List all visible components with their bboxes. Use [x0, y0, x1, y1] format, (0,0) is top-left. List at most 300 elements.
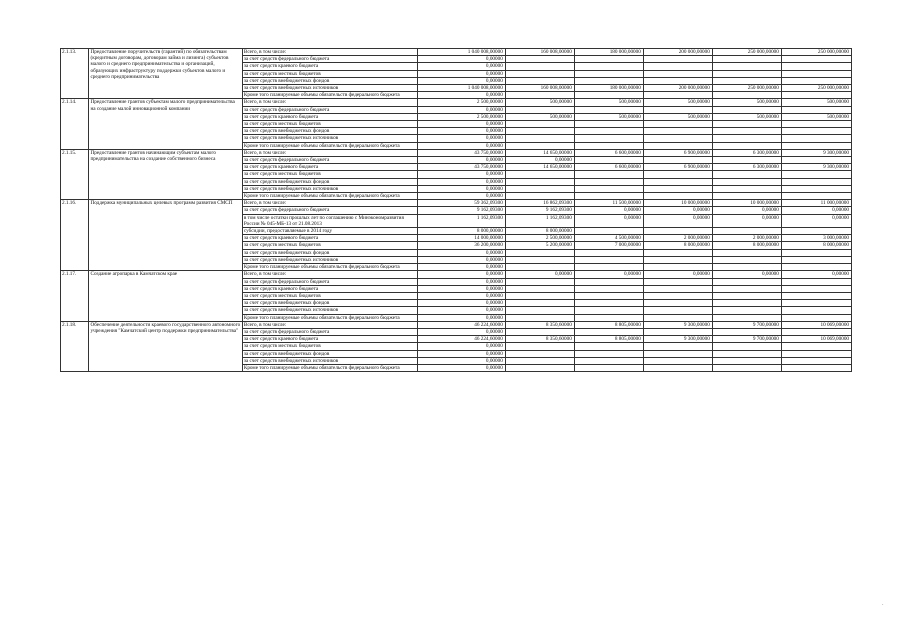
item-number: 2.1.13.: [61, 49, 89, 99]
measure-name: Предоставление грантов субъектам малого предпринимательства на создание малой инновационной компании: [89, 99, 242, 149]
amount-cell: [574, 106, 643, 113]
amount-cell: 8 350,60000: [505, 321, 574, 328]
amount-cell: 2 500,00000: [418, 113, 506, 120]
amount-cell: [574, 278, 643, 285]
amount-cell: 11 500,00000: [574, 200, 643, 207]
amount-cell: 500,00000: [574, 113, 643, 120]
amount-cell: [643, 300, 712, 307]
amount-cell: 500,00000: [574, 99, 643, 106]
amount-cell: 9 300,00000: [643, 336, 712, 343]
amount-cell: 0,00000: [781, 271, 851, 278]
amount-cell: [643, 228, 712, 235]
amount-cell: 500,00000: [643, 113, 712, 120]
funding-source-label: за счет средств внебюджетных фондов: [242, 350, 417, 357]
amount-cell: [643, 70, 712, 77]
amount-cell: 500,00000: [781, 99, 851, 106]
amount-cell: 160 008,00000: [505, 85, 574, 92]
amount-cell: 0,00000: [418, 178, 506, 185]
amount-cell: 10 000,00000: [643, 200, 712, 207]
amount-cell: [574, 135, 643, 142]
funding-source-label: за счет средств краевого бюджета: [242, 235, 417, 242]
amount-cell: [712, 121, 781, 128]
amount-cell: [574, 63, 643, 70]
amount-cell: 6 900,00000: [643, 164, 712, 171]
amount-cell: 59 362,09300: [418, 200, 506, 207]
amount-cell: 9 300,00000: [781, 149, 851, 156]
amount-cell: 8 350,60000: [505, 336, 574, 343]
amount-cell: 0,00000: [712, 214, 781, 227]
amount-cell: [712, 77, 781, 84]
funding-source-label: в том числе остатки прошлых лет по соглашению с Минэкономразвития России № 045-МБ-13 от 21.08.2013: [242, 214, 417, 227]
amount-cell: 180 000,00000: [574, 49, 643, 56]
amount-cell: [505, 264, 574, 271]
amount-cell: [712, 128, 781, 135]
amount-cell: [574, 328, 643, 335]
amount-cell: [643, 106, 712, 113]
amount-cell: [712, 357, 781, 364]
amount-cell: [712, 328, 781, 335]
item-number: 2.1.16.: [61, 200, 89, 271]
funding-source-label: за счет средств внебюджетных источников: [242, 307, 417, 314]
amount-cell: [712, 285, 781, 292]
amount-cell: 9 700,00000: [712, 336, 781, 343]
funding-source-label: за счет средств краевого бюджета: [242, 285, 417, 292]
amount-cell: [505, 171, 574, 178]
amount-cell: [505, 285, 574, 292]
amount-cell: 6 300,00000: [712, 164, 781, 171]
amount-cell: [505, 307, 574, 314]
amount-cell: [643, 278, 712, 285]
amount-cell: [781, 249, 851, 256]
funding-source-label: за счет средств местных бюджетов: [242, 70, 417, 77]
amount-cell: [781, 285, 851, 292]
funding-source-label: Всего, в том числе:: [242, 271, 417, 278]
amount-cell: 0,00000: [418, 135, 506, 142]
funding-source-label: за счет средств краевого бюджета: [242, 336, 417, 343]
amount-cell: 6 600,00000: [574, 164, 643, 171]
amount-cell: 0,00000: [643, 207, 712, 214]
amount-cell: [712, 193, 781, 200]
funding-source-label: за счет средств внебюджетных источников: [242, 85, 417, 92]
amount-cell: [505, 278, 574, 285]
amount-cell: 1 040 008,00000: [418, 49, 506, 56]
page-mark: .: [882, 601, 884, 607]
measure-name: Поддержка муниципальных целевых программ развития СМСП: [89, 200, 242, 271]
amount-cell: [643, 63, 712, 70]
funding-source-label: за счет средств краевого бюджета: [242, 63, 417, 70]
amount-cell: [781, 364, 851, 371]
amount-cell: [781, 178, 851, 185]
amount-cell: 0,00000: [418, 92, 506, 99]
amount-cell: [643, 135, 712, 142]
amount-cell: 0,00000: [505, 271, 574, 278]
amount-cell: [505, 350, 574, 357]
funding-source-label: за счет средств внебюджетных фондов: [242, 128, 417, 135]
amount-cell: 10 000,00000: [712, 200, 781, 207]
amount-cell: 6 600,00000: [574, 149, 643, 156]
funding-source-label: за счет средств местных бюджетов: [242, 171, 417, 178]
amount-cell: [505, 185, 574, 192]
amount-cell: [574, 256, 643, 263]
amount-cell: [781, 228, 851, 235]
amount-cell: 0,00000: [574, 271, 643, 278]
table-row: [61, 49, 852, 56]
amount-cell: 500,00000: [505, 113, 574, 120]
amount-cell: [712, 106, 781, 113]
amount-cell: [712, 278, 781, 285]
amount-cell: 6 900,00000: [643, 149, 712, 156]
amount-cell: [712, 314, 781, 321]
amount-cell: [574, 343, 643, 350]
amount-cell: [574, 70, 643, 77]
amount-cell: [712, 292, 781, 299]
amount-cell: [643, 157, 712, 164]
amount-cell: [574, 300, 643, 307]
amount-cell: [781, 56, 851, 63]
budget-table-sheet: [60, 48, 852, 372]
amount-cell: 0,00000: [418, 142, 506, 149]
amount-cell: [781, 185, 851, 192]
amount-cell: 8 000,00000: [712, 242, 781, 249]
funding-source-label: за счет средств краевого бюджета: [242, 113, 417, 120]
funding-source-label: за счет средств федерального бюджета: [242, 56, 417, 63]
amount-cell: [505, 135, 574, 142]
amount-cell: [574, 157, 643, 164]
amount-cell: [712, 135, 781, 142]
amount-cell: [781, 121, 851, 128]
amount-cell: 0,00000: [418, 314, 506, 321]
amount-cell: [643, 350, 712, 357]
amount-cell: [574, 193, 643, 200]
amount-cell: 11 000,00000: [781, 200, 851, 207]
amount-cell: [505, 328, 574, 335]
amount-cell: [712, 256, 781, 263]
amount-cell: [781, 128, 851, 135]
amount-cell: 2 500,00000: [505, 235, 574, 242]
amount-cell: [712, 249, 781, 256]
amount-cell: 250 000,00000: [712, 85, 781, 92]
amount-cell: 0,00000: [418, 328, 506, 335]
amount-cell: 2 500,00000: [418, 99, 506, 106]
amount-cell: 9 300,00000: [643, 321, 712, 328]
funding-source-label: за счет средств внебюджетных фондов: [242, 77, 417, 84]
amount-cell: 0,00000: [418, 300, 506, 307]
measure-name: Создание агропарка в Камчатском крае: [89, 271, 242, 321]
amount-cell: 8 000,00000: [418, 228, 506, 235]
amount-cell: [643, 77, 712, 84]
amount-cell: 0,00000: [574, 207, 643, 214]
amount-cell: [505, 77, 574, 84]
amount-cell: [643, 185, 712, 192]
amount-cell: 200 000,00000: [643, 85, 712, 92]
amount-cell: [781, 106, 851, 113]
funding-source-label: за счет средств местных бюджетов: [242, 292, 417, 299]
funding-source-label: субсидии, предоставляемые в 2014 году: [242, 228, 417, 235]
table-row: [61, 271, 852, 278]
amount-cell: [781, 135, 851, 142]
amount-cell: [643, 128, 712, 135]
item-number: 2.1.15.: [61, 149, 89, 199]
amount-cell: [781, 292, 851, 299]
amount-cell: [643, 285, 712, 292]
amount-cell: [574, 142, 643, 149]
amount-cell: 9 300,00000: [781, 164, 851, 171]
amount-cell: 10 069,00000: [781, 321, 851, 328]
amount-cell: 6 300,00000: [712, 149, 781, 156]
funding-source-label: Всего, в том числе:: [242, 200, 417, 207]
amount-cell: 500,00000: [712, 113, 781, 120]
table-row: [61, 321, 852, 328]
amount-cell: [574, 128, 643, 135]
amount-cell: 0,00000: [418, 307, 506, 314]
amount-cell: [781, 314, 851, 321]
amount-cell: 0,00000: [418, 271, 506, 278]
amount-cell: 0,00000: [418, 249, 506, 256]
amount-cell: 9 162,09300: [505, 207, 574, 214]
amount-cell: [643, 92, 712, 99]
funding-source-label: за счет средств федерального бюджета: [242, 157, 417, 164]
amount-cell: [643, 264, 712, 271]
amount-cell: [574, 185, 643, 192]
funding-source-label: за счет средств местных бюджетов: [242, 121, 417, 128]
funding-source-label: за счет средств внебюджетных фондов: [242, 178, 417, 185]
amount-cell: [643, 343, 712, 350]
funding-source-label: за счет средств внебюджетных источников: [242, 135, 417, 142]
amount-cell: [643, 307, 712, 314]
amount-cell: 16 862,09300: [505, 200, 574, 207]
amount-cell: 0,00000: [418, 106, 506, 113]
amount-cell: [781, 264, 851, 271]
amount-cell: 0,00000: [418, 364, 506, 371]
amount-cell: [505, 256, 574, 263]
amount-cell: [643, 357, 712, 364]
funding-source-label: Кроме того планируемые объемы обязательств федерального бюджета: [242, 314, 417, 321]
amount-cell: [643, 121, 712, 128]
amount-cell: [505, 121, 574, 128]
amount-cell: [643, 256, 712, 263]
amount-cell: [643, 142, 712, 149]
funding-source-label: за счет средств местных бюджетов: [242, 242, 417, 249]
amount-cell: 180 000,00000: [574, 85, 643, 92]
amount-cell: 3 000,00000: [781, 235, 851, 242]
funding-source-label: Кроме того планируемые объемы обязательств федерального бюджета: [242, 142, 417, 149]
budget-table: [60, 48, 852, 372]
funding-source-label: за счет средств федерального бюджета: [242, 328, 417, 335]
amount-cell: 500,00000: [643, 99, 712, 106]
amount-cell: [505, 128, 574, 135]
funding-source-label: Всего, в том числе:: [242, 321, 417, 328]
measure-name: Предоставление грантов начинающим субъектам малого предпринимательства на создание собственного бизнеса: [89, 149, 242, 199]
amount-cell: [781, 142, 851, 149]
amount-cell: [643, 178, 712, 185]
amount-cell: [781, 343, 851, 350]
funding-source-label: Всего, в том числе:: [242, 149, 417, 156]
amount-cell: [505, 70, 574, 77]
amount-cell: [712, 185, 781, 192]
amount-cell: [781, 92, 851, 99]
amount-cell: 2 000,00000: [712, 235, 781, 242]
amount-cell: [574, 292, 643, 299]
amount-cell: [574, 264, 643, 271]
amount-cell: 43 750,00000: [418, 164, 506, 171]
item-number: 2.1.17.: [61, 271, 89, 321]
amount-cell: [574, 228, 643, 235]
amount-cell: [712, 264, 781, 271]
amount-cell: 0,00000: [418, 128, 506, 135]
amount-cell: [781, 63, 851, 70]
funding-source-label: Кроме того планируемые объемы обязательств федерального бюджета: [242, 364, 417, 371]
amount-cell: [574, 285, 643, 292]
funding-source-label: Кроме того планируемые объемы обязательств федерального бюджета: [242, 264, 417, 271]
amount-cell: 1 162,09300: [505, 214, 574, 227]
funding-source-label: за счет средств местных бюджетов: [242, 343, 417, 350]
amount-cell: 0,00000: [418, 70, 506, 77]
amount-cell: 0,00000: [643, 214, 712, 227]
amount-cell: [643, 292, 712, 299]
amount-cell: [712, 92, 781, 99]
amount-cell: [712, 343, 781, 350]
amount-cell: [712, 70, 781, 77]
amount-cell: 7 000,00000: [574, 242, 643, 249]
amount-cell: 8 000,00000: [505, 228, 574, 235]
amount-cell: 9 162,09300: [418, 207, 506, 214]
funding-source-label: Кроме того планируемые объемы обязательств федерального бюджета: [242, 193, 417, 200]
amount-cell: [712, 63, 781, 70]
amount-cell: [712, 307, 781, 314]
amount-cell: 10 069,00000: [781, 336, 851, 343]
amount-cell: [574, 307, 643, 314]
amount-cell: [505, 249, 574, 256]
amount-cell: 250 000,00000: [781, 85, 851, 92]
amount-cell: [781, 350, 851, 357]
amount-cell: 0,00000: [505, 157, 574, 164]
amount-cell: 500,00000: [712, 99, 781, 106]
amount-cell: 500,00000: [505, 99, 574, 106]
amount-cell: [505, 364, 574, 371]
amount-cell: [712, 142, 781, 149]
table-row: [61, 99, 852, 106]
amount-cell: 43 750,00000: [418, 149, 506, 156]
amount-cell: [505, 343, 574, 350]
amount-cell: [574, 121, 643, 128]
amount-cell: 0,00000: [574, 214, 643, 227]
funding-source-label: за счет средств внебюджетных фондов: [242, 300, 417, 307]
amount-cell: 0,00000: [418, 171, 506, 178]
amount-cell: 8 805,00000: [574, 321, 643, 328]
amount-cell: 0,00000: [712, 271, 781, 278]
amount-cell: [781, 70, 851, 77]
amount-cell: [712, 228, 781, 235]
funding-source-label: за счет средств внебюджетных фондов: [242, 249, 417, 256]
funding-source-label: Всего, в том числе:: [242, 99, 417, 106]
amount-cell: [781, 328, 851, 335]
amount-cell: 0,00000: [418, 264, 506, 271]
amount-cell: 8 805,00000: [574, 336, 643, 343]
amount-cell: 0,00000: [781, 207, 851, 214]
amount-cell: 0,00000: [418, 77, 506, 84]
measure-name: Обеспечение деятельности краевого государственного автономного учреждения "Камчатский центр поддержки предпринимательства": [89, 321, 242, 371]
amount-cell: [643, 249, 712, 256]
amount-cell: [781, 357, 851, 364]
amount-cell: 0,00000: [418, 63, 506, 70]
table-row: [61, 200, 852, 207]
amount-cell: 0,00000: [418, 256, 506, 263]
funding-source-label: за счет средств федерального бюджета: [242, 207, 417, 214]
amount-cell: [505, 178, 574, 185]
amount-cell: [712, 56, 781, 63]
amount-cell: 0,00000: [418, 357, 506, 364]
amount-cell: 0,00000: [418, 278, 506, 285]
amount-cell: [574, 364, 643, 371]
amount-cell: [712, 364, 781, 371]
amount-cell: 160 008,00000: [505, 49, 574, 56]
amount-cell: [643, 56, 712, 63]
amount-cell: [781, 157, 851, 164]
funding-source-label: Всего, в том числе:: [242, 49, 417, 56]
funding-source-label: за счет средств внебюджетных источников: [242, 357, 417, 364]
amount-cell: [574, 350, 643, 357]
amount-cell: [505, 142, 574, 149]
amount-cell: [712, 350, 781, 357]
amount-cell: 1 162,09300: [418, 214, 506, 227]
funding-source-label: за счет средств федерального бюджета: [242, 278, 417, 285]
amount-cell: [574, 178, 643, 185]
amount-cell: [505, 292, 574, 299]
amount-cell: [574, 77, 643, 84]
amount-cell: 8 000,00000: [781, 242, 851, 249]
item-number: 2.1.14.: [61, 99, 89, 149]
amount-cell: 0,00000: [781, 214, 851, 227]
amount-cell: 0,00000: [712, 207, 781, 214]
amount-cell: 5 200,00000: [505, 242, 574, 249]
amount-cell: 0,00000: [418, 185, 506, 192]
table-row: [61, 149, 852, 156]
amount-cell: 0,00000: [418, 292, 506, 299]
amount-cell: [712, 178, 781, 185]
amount-cell: [712, 157, 781, 164]
amount-cell: [574, 171, 643, 178]
funding-source-label: за счет средств краевого бюджета: [242, 164, 417, 171]
amount-cell: [505, 63, 574, 70]
amount-cell: [781, 171, 851, 178]
amount-cell: [781, 256, 851, 263]
amount-cell: 14 000,00000: [418, 235, 506, 242]
amount-cell: [643, 193, 712, 200]
amount-cell: 2 000,00000: [643, 235, 712, 242]
amount-cell: 500,00000: [781, 113, 851, 120]
amount-cell: [505, 106, 574, 113]
amount-cell: 14 650,00000: [505, 164, 574, 171]
measure-name: Предоставление поручительств (гарантий) по обязательствам (кредитным договорам, договорам займа и лизинга) субъектов малого и среднего предпринимательства и организаций, образующих инфраструктуру поддержки субъектов малого и среднего предпринимательства: [89, 49, 242, 99]
amount-cell: 250 000,00000: [781, 49, 851, 56]
amount-cell: 9 700,00000: [712, 321, 781, 328]
amount-cell: 200 000,00000: [643, 49, 712, 56]
amount-cell: [574, 314, 643, 321]
amount-cell: [712, 300, 781, 307]
amount-cell: [505, 357, 574, 364]
amount-cell: [643, 364, 712, 371]
amount-cell: [781, 77, 851, 84]
amount-cell: [712, 171, 781, 178]
amount-cell: 0,00000: [418, 193, 506, 200]
amount-cell: 0,00000: [418, 56, 506, 63]
funding-source-label: Кроме того планируемые объемы обязательств федерального бюджета: [242, 92, 417, 99]
amount-cell: 36 200,00000: [418, 242, 506, 249]
amount-cell: [574, 56, 643, 63]
amount-cell: [505, 300, 574, 307]
amount-cell: 8 000,00000: [643, 242, 712, 249]
budget-table-body: [61, 49, 852, 372]
